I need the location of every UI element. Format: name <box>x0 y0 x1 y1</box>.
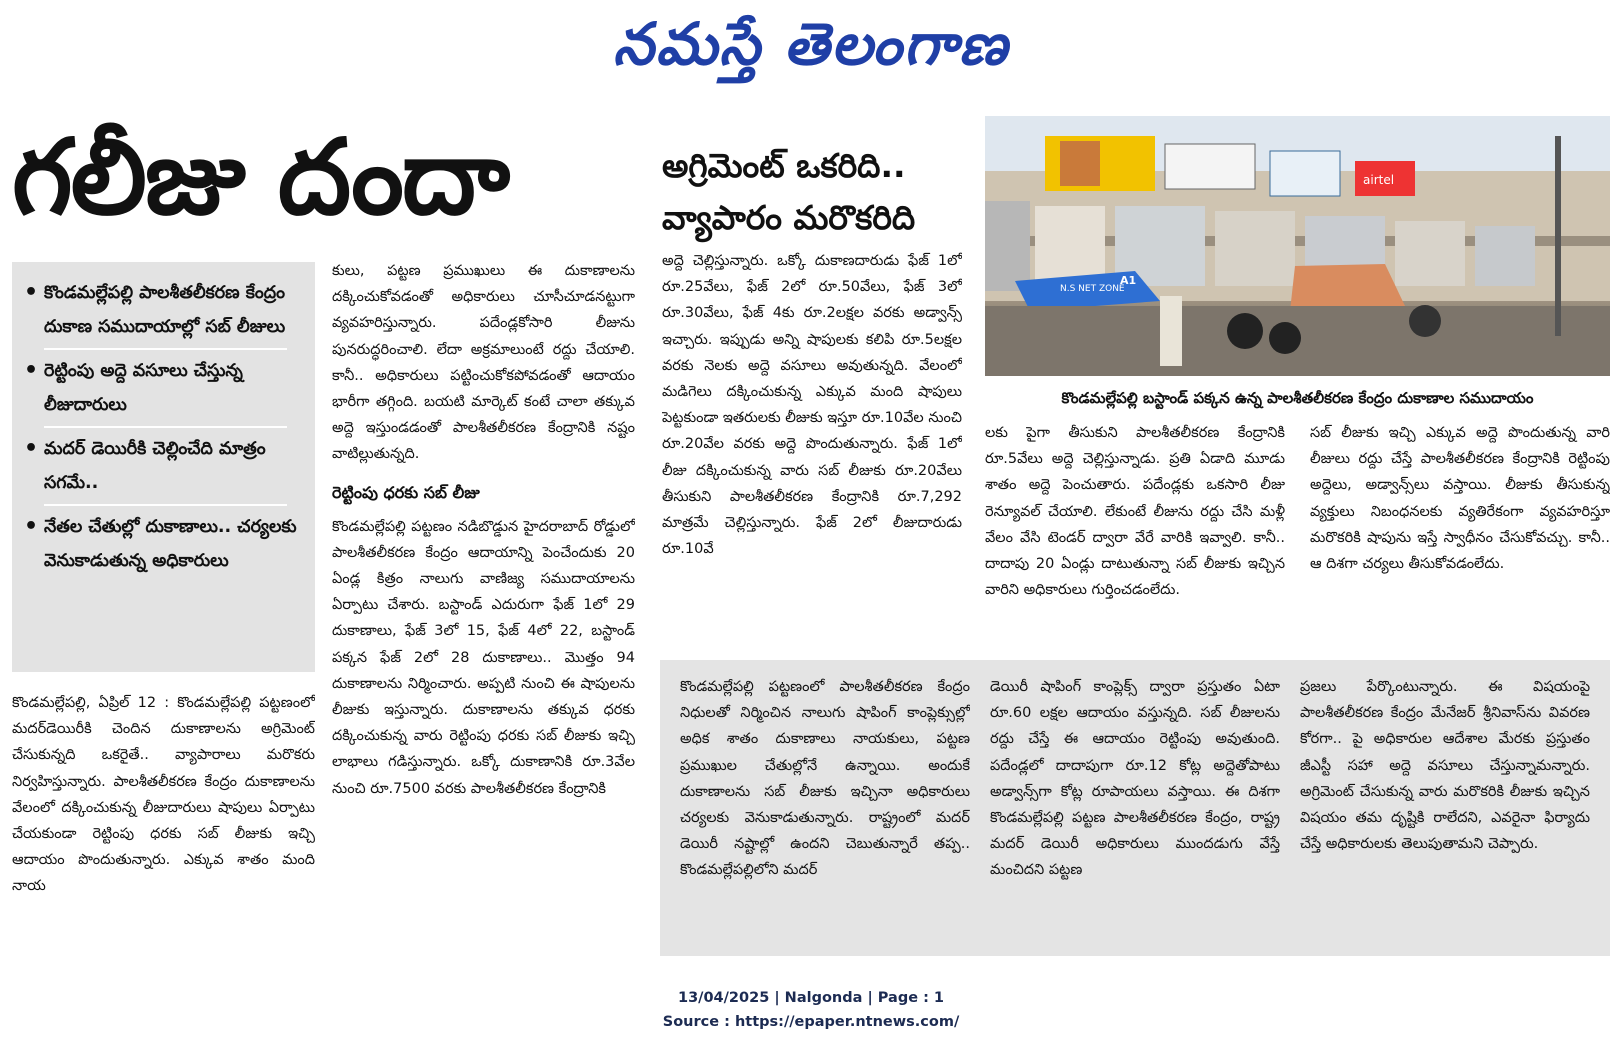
panel-column-1: కొండమల్లేపల్లి పట్టణంలో పాలశీతలీకరణ కేంద్రం నిధులతో నిర్మించిన నాలుగు షాపింగ్ కాంప్లెక్సుల్లో అధిక శాతం దుకాణాలు నాయకులు, పట్టణ ప్రముఖుల చేతుల్లోనే ఉన్నాయి. అందుకే దుకాణాలను సబ్ లీజుకు ఇచ్చినా అధికారులు చర్యలకు వెనుకాడుతున్నారు. రాష్ట్రంలో మదర్ డెయిరీ నష్టాల్లో ఉందని చెబుతున్నారే తప్ప.. కొండమల్లేపల్లిలోని మదర్ <box>680 679 970 879</box>
photo-caption: కొండమల్లేపల్లి బస్టాండ్ పక్కన ఉన్న పాలశీతలీకరణ కేంద్రం దుకాణాల సముదాయం <box>1061 389 1534 407</box>
highlight-item <box>24 432 305 500</box>
masthead <box>0 8 1622 80</box>
photo-sign-airtel: airtel <box>1363 173 1395 187</box>
highlight-divider <box>44 348 287 350</box>
shop-complex-illustration <box>985 116 1610 376</box>
newspaper-title: నమస్తే తెలంగాణ <box>613 10 1009 78</box>
body-column-5: సబ్ లీజుకు ఇచ్చి ఎక్కువ అద్దె పొందుతున్న వారి లీజులు రద్దు చేస్తే పాలశీతలీకరణ కేంద్రానికి రెట్టింపు అద్దెలు, అడ్వాన్స్‌లు వస్తాయి. లీజుకు తీసుకున్న వ్యక్తులు నిబంధనలకు వ్యతిరేకంగా వ్యవహరిస్తూ మరొకరికి షాపును ఇస్తే స్వాధీనం చేసుకోవచ్చు. కానీ.. ఆ దిశగా చర్యలు తీసుకోవడంలేదు. <box>1310 425 1610 573</box>
bullet-icon: • <box>24 436 39 461</box>
article-subheadline: అగ్రిమెంట్ ఒకరిది.. వ్యాపారం మరొకరిది <box>662 146 916 237</box>
body-column-2 <box>332 258 635 948</box>
highlight-text: కొండమల్లేపల్లి పాలశీతలీకరణ కేంద్రం దుకాణ సముదాయాల్లో సబ్ లీజులు <box>44 283 286 337</box>
section-subheading: రెట్టింపు ధరకు సబ్ లీజు <box>332 482 480 502</box>
highlight-text: మదర్ డెయిరీకి చెల్లించేది మాత్రం సగమే.. <box>44 439 266 493</box>
body-column-4: లకు పైగా తీసుకుని పాలశీతలీకరణ కేంద్రానికి రూ.5వేలు అద్దె చెల్లిస్తున్నాడు. ప్రతి ఏడాది మూడు శాతం అద్దె పెంచుతారు. పదేండ్లకు ఒకసారి లీజు రెన్యూవల్ చేయాలి. లేకుంటే లీజును రద్దు చేసి మళ్లీ వేలం వేసి టెండర్ ద్వారా వేరే వారికి ఇవ్వాలి. కానీ.. దాదాపు 20 ఏండ్లు దాటుతున్నా సబ్ లీజుకు ఇచ్చిన వారిని అధికారులు గుర్తించడంలేదు. <box>985 425 1285 599</box>
highlight-item <box>24 276 305 344</box>
highlight-item <box>24 510 305 578</box>
highlight-divider <box>44 504 287 506</box>
bullet-icon: • <box>24 514 39 539</box>
sidebar-panel <box>660 660 1610 956</box>
panel-column-3: ప్రజలు పేర్కొంటున్నారు. ఈ విషయంపై పాలశీతలీకరణ కేంద్రం మేనేజర్ శ్రీనివాస్‌ను వివరణ కోరగా.. పై అధికారుల ఆదేశాల మేరకు ప్రస్తుతం జీఎస్టీ సహా అద్దె వసూలు చేస్తున్నామన్నారు. అగ్రిమెంట్ చేసుకున్న వారు మరొకరికి లీజుకు ఇచ్చిన విషయం తమ దృష్టికి రాలేదని, ఎవరైనా ఫిర్యాదు చేస్తే అధికారులకు తెలుపుతామని చెప్పారు. <box>1300 679 1590 853</box>
article-headline: గలీజు దందా <box>12 116 509 238</box>
panel-column-2: డెయిరీ షాపింగ్ కాంప్లెక్స్ ద్వారా ప్రస్తుతం ఏటా రూ.60 లక్షల ఆదాయం వస్తున్నది. సబ్ లీజులను రద్దు చేస్తే ఈ ఆదాయం రెట్టింపు అవుతుంది. పదేండ్లలో దాదాపుగా రూ.12 కోట్ల అద్దెతోపాటు అడ్వాన్స్‌గా కోట్ల రూపాయలు వస్తాయి. ఈ దిశగా కొండమల్లేపల్లి పట్టణ పాలశీతలీకరణ కేంద్రం, రాష్ట్ర మదర్ డెయిరీ అధికారులు ముందడుగు వేస్తే మంచిదని పట్టణ <box>990 679 1280 879</box>
highlight-text: నేతల చేతుల్లో దుకాణాలు.. చర్యలకు వెనుకాడుతున్న అధికారులు <box>44 517 297 571</box>
highlight-item <box>24 354 305 422</box>
body-paragraph: కొండమల్లేపల్లి పట్టణం నడిబొడ్డున హైదరాబాద్ రోడ్డులో పాలశీతలీకరణ కేంద్రం ఆదాయాన్ని పెంచేందుకు 20 ఏండ్ల కిత్రం నాలుగు వాణిజ్య సముదాయాలను ఏర్పాటు చేశారు. బస్టాండ్ ఎదురుగా ఫేజ్ 1లో 29 దుకాణాలు, ఫేజ్ 3లో 15, ఫేజ్ 4లో 22, బస్టాండ్ పక్కన ఫేజ్ 2లో 28 దుకాణాలు.. మొత్తం 94 దుకాణాలను నిర్మించారు. అప్పటి నుంచి ఈ షాపులను లీజుకు ఇస్తున్నారు. దుకాణాలను తక్కువ ధరకు దక్కించుకున్న వారు రెట్టింపు ధరకు సబ్ లీజుకు ఇచ్చి లాభాలు గడిస్తున్నారు. ఒక్కో దుకాణానికి రూ.3వేల నుంచి రూ.7500 వరకు పాలశీతలీకరణ కేంద్రానికి <box>332 518 635 797</box>
edition-info: 13/04/2025 | Nalgonda | Page : 1 <box>677 990 945 1006</box>
bullet-icon: • <box>24 280 39 305</box>
photo-sign-a1: A1 <box>1120 274 1137 287</box>
bullet-icon: • <box>24 358 39 383</box>
photo-sign-netzone: N.S NET ZONE <box>1060 284 1125 294</box>
body-column-1: కొండమల్లేపల్లి, ఏప్రిల్ 12 : కొండమల్లేపల్లి పట్టణంలో మదర్‌డెయిరీకి చెందిన దుకాణాలను అగ్రిమెంట్ చేసుకున్నది ఒకరైతే.. వ్యాపారాలు మరొకరు నిర్వహిస్తున్నారు. పాలశీతలీకరణ కేంద్రం దుకాణాలను వేలంలో దక్కించుకున్న లీజుదారులు షాపులు ఏర్పాటు చేయకుండా రెట్టింపు ధరకు సబ్ లీజుకు ఇచ్చి ఆదాయం పొందుతున్నారు. ఎక్కువ శాతం మంది నాయ <box>12 695 315 895</box>
body-column-3: అద్దె చెల్లిస్తున్నారు. ఒక్కో దుకాణదారుడు ఫేజ్ 1లో రూ.25వేలు, ఫేజ్ 2లో రూ.50వేలు, ఫేజ్ 3లో రూ.30వేలు, ఫేజ్ 4కు రూ.2లక్షల వరకు అడ్వాన్స్ ఇచ్చారు. ఇప్పుడు అన్ని షాపులకు కలిపి రూ.5లక్షల వరకు నెలకు అద్దె వసూలు అవుతున్నది. వేలంలో మడిగెలు దక్కించుకున్న ఎక్కువ మంది షాపులు పెట్టకుండా ఇతరులకు లీజుకు ఇస్తూ రూ.10వేల నుంచి రూ.20వేల వరకు అద్దె పొందుతున్నారు. ఫేజ్ 1లో లీజు దక్కించుకున్న వారు సబ్ లీజుకు రూ.20వేలు తీసుకుని పాలశీతలీకరణ కేంద్రానికి రూ.7,292 మాత్రమే చెల్లిస్తున్నారు. ఫేజ్ 2లో లీజుదారుడు రూ.10వే <box>662 253 962 558</box>
body-paragraph: కులు, పట్టణ ప్రముఖులు ఈ దుకాణాలను దక్కించుకోవడంతో అధికారులు చూసీచూడనట్టుగా వ్యవహరిస్తున్నారు. పదేండ్లకోసారి లీజును పునరుద్ధరించాలి. లేదా అక్రమాలుంటే రద్దు చేయాలి. కానీ.. అధికారులు పట్టించుకోకపోవడంతో ఆదాయం భారీగా తగ్గింది. బయటి మార్కెట్ కంటే చాలా తక్కువ అద్దె ఇస్తుండడంతో పాలశీతలీకరణ కేంద్రానికి నష్టం వాటిల్లుతున్నది. <box>332 263 635 463</box>
source-link[interactable]: Source : https://epaper.ntnews.com/ <box>662 1014 960 1030</box>
article-photo <box>985 116 1610 376</box>
page-footer <box>0 986 1622 1034</box>
highlight-text: రెట్టింపు అద్దె వసూలు చేస్తున్న లీజుదారులు <box>44 361 243 415</box>
highlight-divider <box>44 426 287 428</box>
highlights-box <box>12 262 315 672</box>
